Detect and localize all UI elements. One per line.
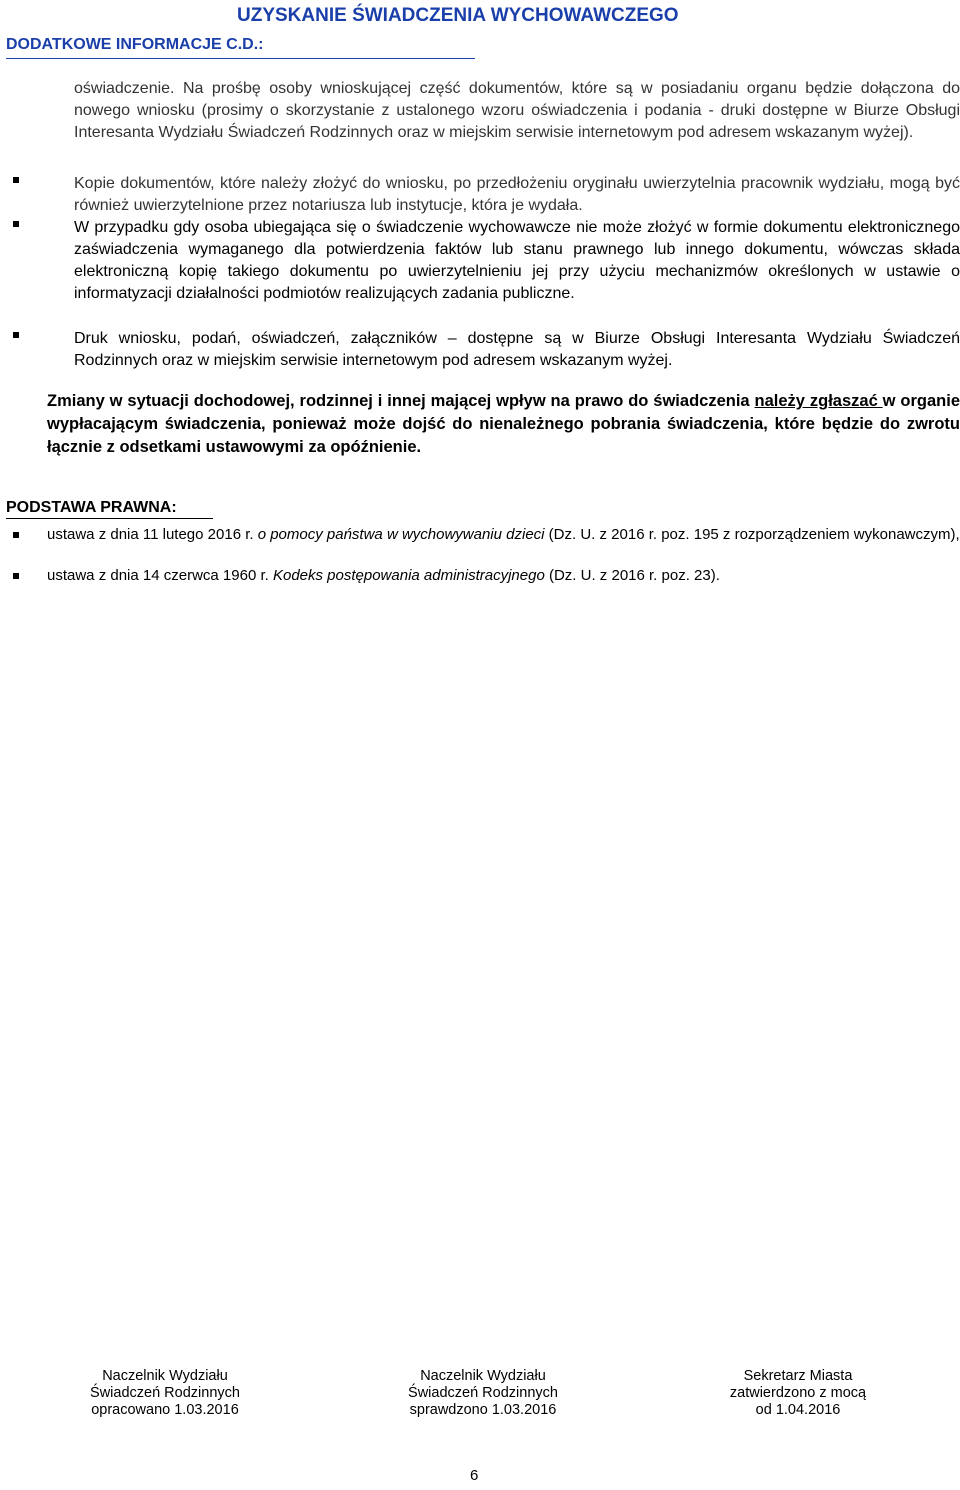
bullet-marker xyxy=(13,532,19,538)
bullet-marker xyxy=(13,177,19,183)
legal-basis-heading: PODSTAWA PRAWNA: xyxy=(6,499,177,516)
legal-basis-underline xyxy=(6,518,213,519)
bullet-marker xyxy=(13,332,19,338)
intro-paragraph: oświadczenie. Na prośbę osoby wnioskującej część dokumentów, które są w posiadaniu organu będzie dołączona do nowego wniosku (prosimy o skorzystanie z ustalonego wzoru oświadczenia i podania - druki dostępne w Biurze Obsługi Interesanta Wydziału Świadczeń Rodzinnych oraz w miejskim serwisie internetowym pod adresem wskazanym wyżej). xyxy=(74,80,960,141)
signature-block-approved: Sekretarz Miasta zatwierdzono z mocą od 1.04.2016 xyxy=(729,1368,867,1418)
section-heading: DODATKOWE INFORMACJE C.D.: xyxy=(6,36,264,53)
warning-text-end: w organie wypłacającym świadczenia, ponieważ może dojść do nienależnego pobrania świadczenia, które będzie do zwrotu łącznie z odsetkami ustawowymi za opóźnienie. xyxy=(47,392,960,456)
bullet-paragraph-copies: Kopie dokumentów, które należy złożyć do wniosku, po przedłożeniu oryginału uwierzytelnia pracownik wydziału, mogą być również uwierzytelnione przez notariusza lub instytucje, która je wydała. xyxy=(74,175,960,214)
signature-block-checked: Naczelnik Wydziału Świadczeń Rodzinnych sprawdzono 1.03.2016 xyxy=(408,1368,558,1418)
bullet-paragraph-electronic: W przypadku gdy osoba ubiegająca się o świadczenie wychowawcze nie może złożyć w formie dokumentu elektronicznego zaświadczenia wymaganego dla potwierdzenia faktów lub stanu prawnego lub innego dokumentu, wówczas składa elektroniczną kopię takiego dokumentu po uwierzytelnieniu jej przy użyciu mechanizmów określonych w ustawie o informatyzacji działalności podmiotów realizujących zadania publiczne. xyxy=(74,219,960,302)
signature-block-prepared: Naczelnik Wydziału Świadczeń Rodzinnych opracowano 1.03.2016 xyxy=(90,1368,240,1418)
bullet-marker xyxy=(13,573,19,579)
warning-underlined-text: należy zgłaszać xyxy=(754,392,883,410)
section-heading-underline xyxy=(6,58,475,59)
bullet-marker xyxy=(13,221,19,227)
document-title: UZYSKANIE ŚWIADCZENIA WYCHOWAWCZEGO xyxy=(237,5,679,26)
warning-text-start: Zmiany w sytuacji dochodowej, rodzinnej i innej mającej wpływ na prawo do świadczenia xyxy=(47,392,755,410)
legal-item: ustawa z dnia 14 czerwca 1960 r. Kodeks postępowania administracyjnego (Dz. U. z 2016 r. poz. 23). xyxy=(47,567,720,584)
bullet-paragraph-forms: Druk wniosku, podań, oświadczeń, załączników – dostępne są w Biurze Obsługi Interesanta Wydziału Świadczeń Rodzinnych oraz w miejskim serwisie internetowym pod adresem wskazanym wyżej. xyxy=(74,330,960,369)
legal-item: ustawa z dnia 11 lutego 2016 r. o pomocy państwa w wychowywaniu dzieci (Dz. U. z 2016 r. poz. 195 z rozporządzeniem wykonawczym), xyxy=(47,526,960,543)
page-number: 6 xyxy=(470,1467,479,1484)
changes-warning xyxy=(47,390,960,459)
